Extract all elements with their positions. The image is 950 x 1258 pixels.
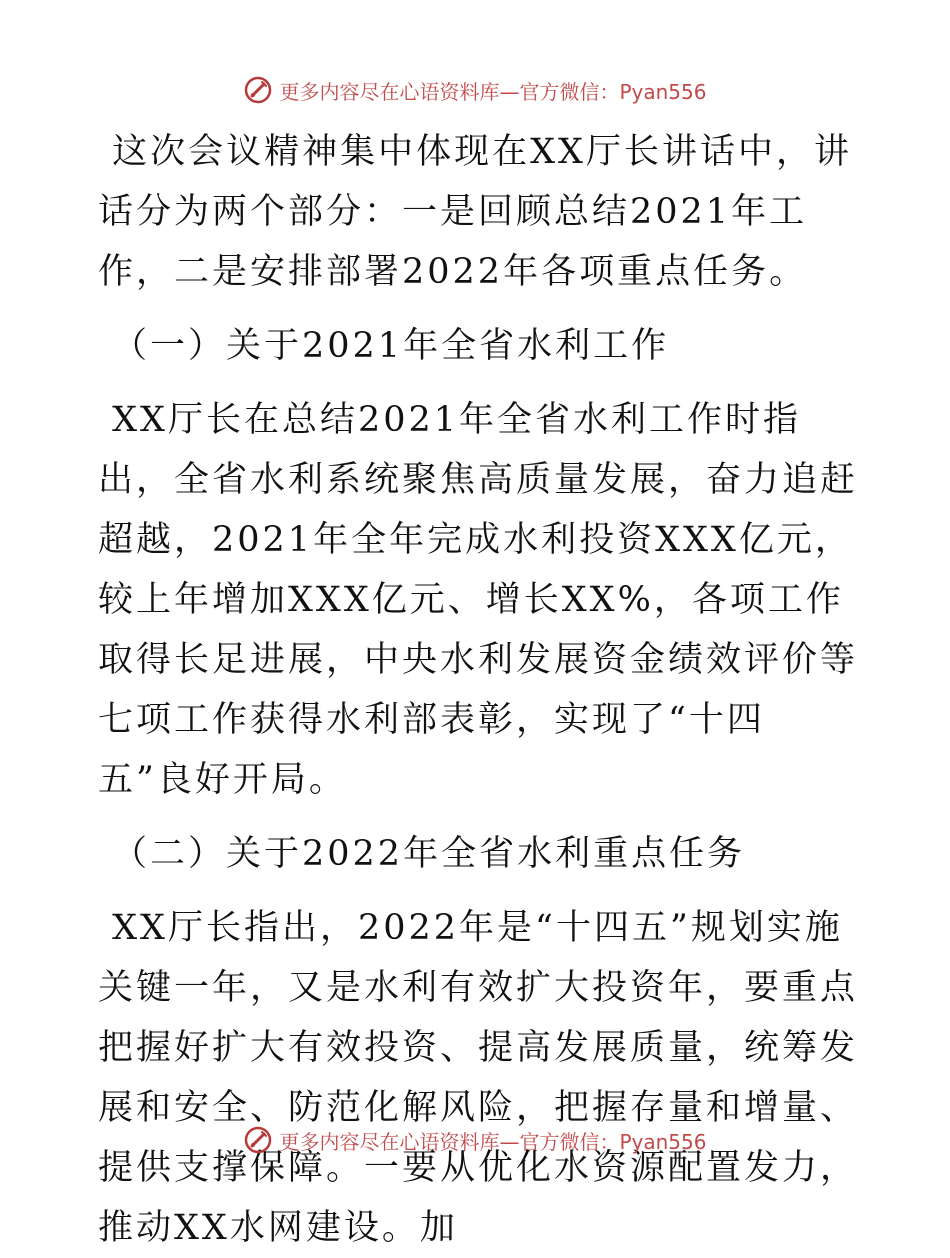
watermark-suffix: —官方微信：Pyan556 (499, 1129, 707, 1154)
watermark-text: 更多内容尽在心语资料库 (279, 1129, 500, 1154)
section-heading-1: （一）关于2021年全省水利工作 (112, 326, 670, 366)
watermark-footer (0, 1120, 950, 1160)
watermark-suffix: —官方微信：Pyan556 (499, 79, 707, 104)
paragraph-2022-tasks: XX厅长指出，2022年是“十四五”规划实施关键一年，又是水利有效扩大投资年，要重点把握好扩大有效投资、提高发展质量，统筹发展和安全、防范化解风险，把握存量和增量、提供支撑保障。一要从优化水资源配置发力，推动XX水网建设。加 (98, 908, 859, 1248)
watermark-text: 更多内容尽在心语资料库 (279, 79, 500, 104)
paragraph-intro: 这次会议精神集中体现在XX厅长讲话中，讲话分为两个部分：一是回顾总结2021年工作，二是安排部署2022年各项重点任务。 (98, 132, 852, 292)
section-heading-2: （二）关于2022年全省水利重点任务 (112, 834, 746, 874)
logo-icon (243, 75, 273, 105)
document-body (98, 122, 858, 1258)
watermark-header (0, 70, 950, 110)
logo-icon (243, 1125, 273, 1155)
paragraph-2021-summary: XX厅长在总结2021年全省水利工作时指出，全省水利系统聚焦高质量发展，奋力追赶超越，2021年全年完成水利投资XXX亿元，较上年增加XXX亿元、增长XX%，各项工作取得长足进展，中央水利发展资金绩效评价等七项工作获得水利部表彰，实现了“十四五”良好开局。 (98, 400, 859, 800)
